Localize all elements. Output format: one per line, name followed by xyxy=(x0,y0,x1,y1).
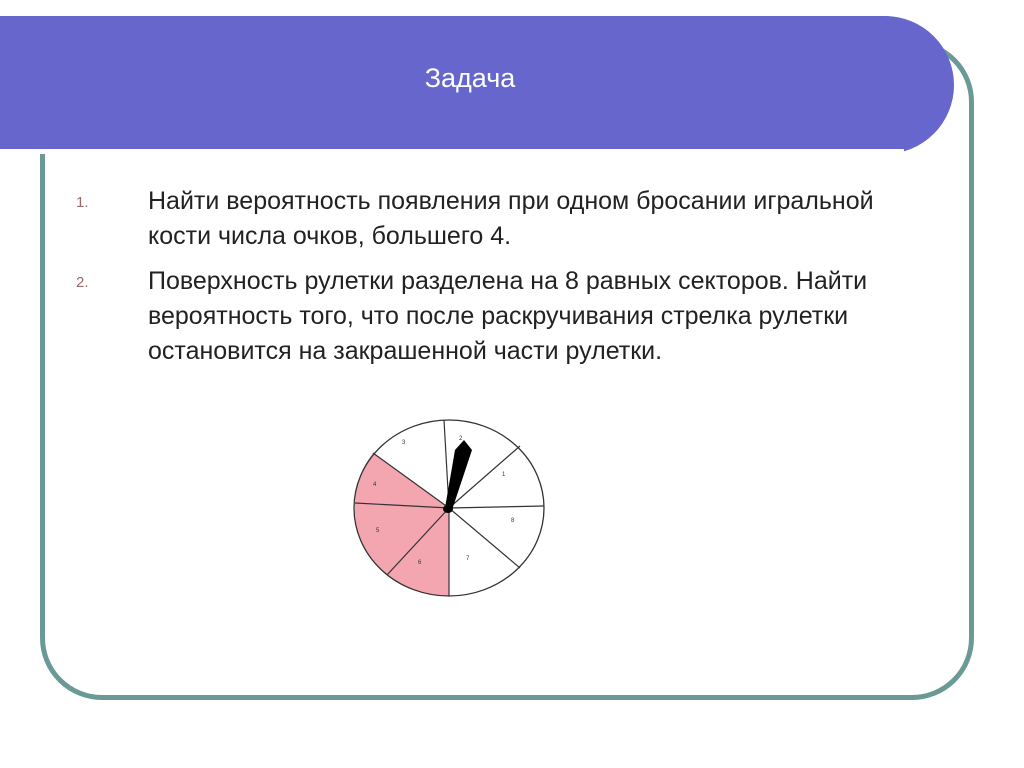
task-list xyxy=(76,184,936,379)
roulette-wheel xyxy=(352,418,546,598)
sector-label-7: 7 xyxy=(466,556,470,562)
task-number: 1. xyxy=(76,194,89,211)
sector-label-8: 8 xyxy=(511,518,515,524)
pointer-hub xyxy=(443,505,453,513)
sector-label-1: 1 xyxy=(502,472,506,478)
task-item-1 xyxy=(76,184,936,254)
task-text: Найти вероятность появления при одном бросании игральной кости числа очков, большего 4. xyxy=(148,187,874,250)
sector-label-4: 4 xyxy=(373,482,377,488)
task-item-2 xyxy=(76,264,936,369)
task-text: Поверхность рулетки разделена на 8 равных секторов. Найти вероятность того, что после раскручивания стрелка рулетки остановится на закрашенной части рулетки. xyxy=(148,267,868,365)
task-number: 2. xyxy=(76,274,89,291)
sector-label-6: 6 xyxy=(418,560,422,566)
slide-title: Задача xyxy=(424,63,516,93)
title-bar xyxy=(0,16,954,154)
sector-label-3: 3 xyxy=(402,440,406,446)
sector-label-2: 2 xyxy=(459,436,463,442)
title-underline xyxy=(0,149,904,154)
sector-label-5: 5 xyxy=(376,528,380,534)
